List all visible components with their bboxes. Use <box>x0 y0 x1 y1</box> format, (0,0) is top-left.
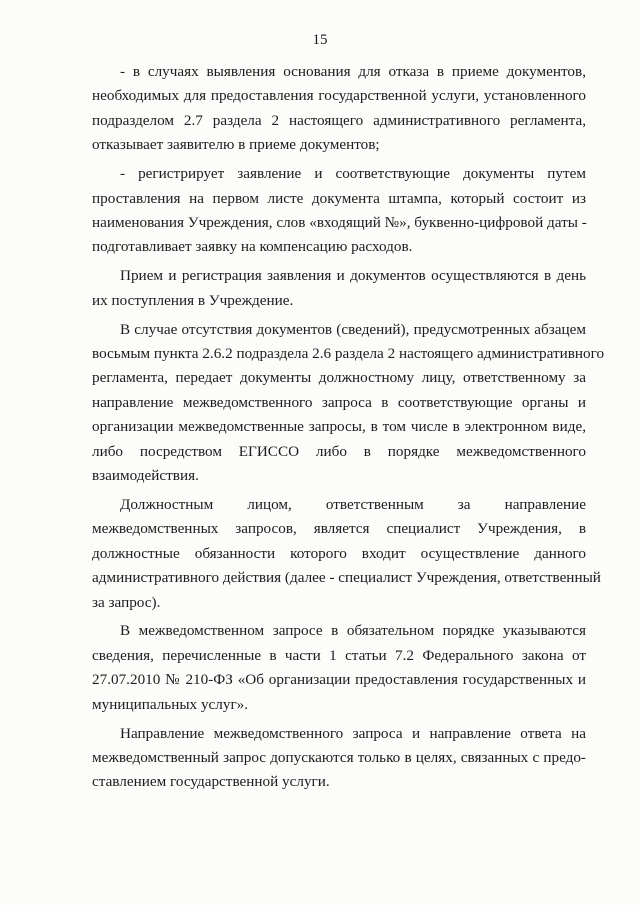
paragraph-missing-documents <box>92 318 605 489</box>
text-line: должностные обязанности которого входит осуществление данного <box>92 544 586 562</box>
text-line: регламента, передает документы должностному лицу, ответственному за <box>92 369 586 387</box>
text-line: за запрос). <box>92 593 161 611</box>
paragraph-registration <box>92 162 586 260</box>
text-line: необходимых для предоставления государственной услуги, установленного <box>92 87 586 105</box>
text-line: - регистрирует заявление и соответствующие документы путем <box>120 165 586 183</box>
text-line: направление межведомственного запроса в соответствующие органы и <box>92 393 586 411</box>
text-line: административного действия (далее - специалист Учреждения, ответственный <box>92 569 601 587</box>
paragraph-refusal <box>92 60 586 158</box>
text-line: проставления на первом листе документа штампа, который состоит из <box>92 189 586 207</box>
text-line: сведения, перечисленные в части 1 статьи 7.2 Федерального закона от <box>92 646 586 664</box>
text-line: восьмым пункта 2.6.2 подраздела 2.6 раздела 2 настоящего административного <box>92 344 605 362</box>
paragraph-request-purpose <box>92 722 586 795</box>
text-line: либо посредством ЕГИССО либо в порядке межведомственного <box>92 442 586 460</box>
text-line: Должностным лицом, ответственным за направление <box>120 495 586 513</box>
text-line: межведомственный запрос допускаются только в целях, связанных с предо- <box>92 748 586 766</box>
text-line: ставлением государственной услуги. <box>92 773 330 791</box>
text-line: 27.07.2010 № 210-ФЗ «Об организации предоставления государственных и <box>92 671 586 689</box>
paragraph-responsible-official <box>92 493 601 615</box>
text-line: подготавливает заявку на компенсацию расходов. <box>92 238 413 256</box>
text-line: Направление межведомственного запроса и направление ответа на <box>120 724 586 742</box>
text-line: подразделом 2.7 раздела 2 настоящего административного регламента, <box>92 111 586 129</box>
text-line: В межведомственном запросе в обязательном порядке указываются <box>120 622 586 640</box>
text-line: межведомственных запросов, является специалист Учреждения, в <box>92 520 586 538</box>
page-number: 15 <box>312 32 328 48</box>
document-body <box>92 60 605 799</box>
text-line: Прием и регистрация заявления и документов осуществляются в день <box>120 267 586 285</box>
text-line: организации межведомственные запросы, в том числе в электронном виде, <box>92 418 586 436</box>
text-line: В случае отсутствия документов (сведений), предусмотренных абзацем <box>120 320 586 338</box>
text-line: наименования Учреждения, слов «входящий №», буквенно-цифровой даты - <box>92 213 587 231</box>
text-line: отказывает заявителю в приеме документов; <box>92 136 380 154</box>
paragraph-receipt-day <box>92 264 586 313</box>
text-line: взаимодействия. <box>92 467 199 484</box>
paragraph-request-contents <box>92 619 586 717</box>
text-line: их поступления в Учреждение. <box>92 291 294 309</box>
text-line: - в случаях выявления основания для отказа в приеме документов, <box>120 63 586 80</box>
text-line: муниципальных услуг». <box>92 695 249 713</box>
